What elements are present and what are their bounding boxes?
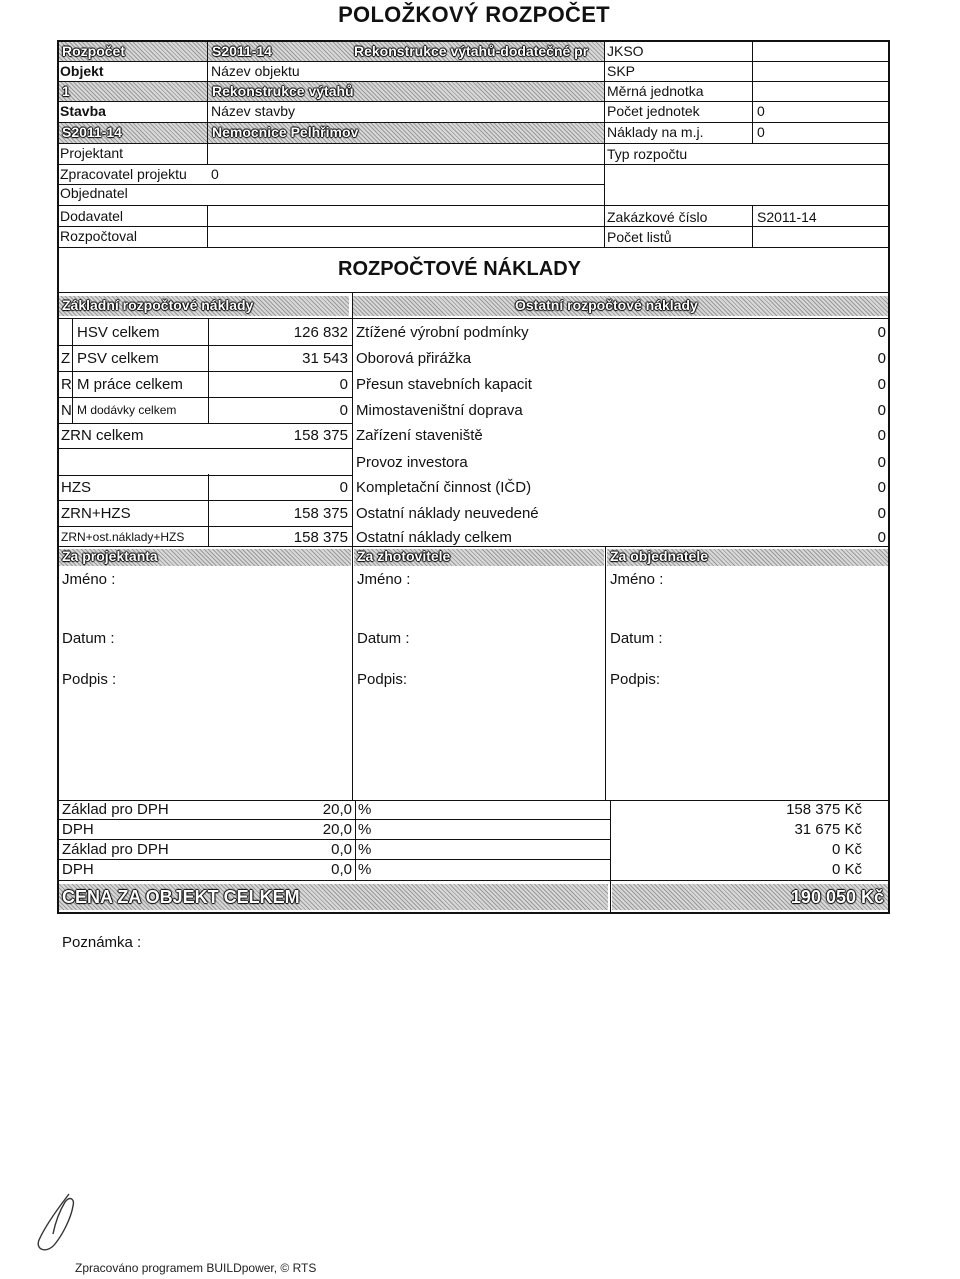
zpracovatel-value: 0 <box>211 166 219 182</box>
other-row-label: Mimostaveništní doprava <box>356 402 523 419</box>
sig-projektant-heading: Za projektanta <box>62 548 158 564</box>
sig-zhotovitel-jmeno: Jméno : <box>357 571 411 588</box>
rozpocet-label: Rozpočet <box>62 43 125 59</box>
other-row-label: Provoz investora <box>356 454 468 471</box>
sig-objednatel-datum: Datum : <box>610 630 663 647</box>
other-row-value: 0 <box>877 427 886 444</box>
zakazkove-cislo-value: S2011-14 <box>757 209 817 225</box>
typ-rozpoctu-label: Typ rozpočtu <box>607 146 688 162</box>
vat-row-unit: % <box>358 841 372 858</box>
grid-line <box>207 143 208 164</box>
vat-row-label: DPH <box>62 861 94 878</box>
basic-row-value: 126 832 <box>293 324 348 341</box>
vat-row-rate: 20,0 <box>322 821 352 838</box>
basic-row-prefix: N <box>61 402 72 419</box>
grid-line <box>604 40 605 247</box>
other-row-label: Oborová přirážka <box>356 350 472 367</box>
shade-objekt-code <box>59 82 207 102</box>
sig-objednatel-heading: Za objednatele <box>610 548 709 564</box>
grid-line <box>57 880 890 881</box>
vat-row-amount: 158 375 Kč <box>786 801 862 818</box>
basic-row-value: 0 <box>339 402 348 419</box>
other-row-label: Přesun stavebních kapacit <box>356 376 532 393</box>
pocet-jednotek-value: 0 <box>757 103 765 119</box>
pocet-listu-label: Počet listů <box>607 229 672 245</box>
grid-line <box>57 475 352 476</box>
footer-text: Zpracováno programem BUILDpower, © RTS <box>75 1261 317 1275</box>
grid-line <box>605 546 606 800</box>
basic-row-label: M dodávky celkem <box>77 403 177 417</box>
objednatel-label: Objednatel <box>60 185 128 201</box>
rozpoctoval-label: Rozpočtoval <box>60 228 138 244</box>
grid-line <box>57 122 890 123</box>
sig-zhotovitel-datum: Datum : <box>357 630 410 647</box>
vat-row-label: DPH <box>62 821 94 838</box>
rozpocet-name: Rekonstrukce výtahů-dodatečné pr <box>354 43 589 59</box>
grid-line <box>57 143 890 144</box>
vat-row-label: Základ pro DPH <box>62 801 169 818</box>
grid-line <box>57 292 890 293</box>
basic-row-value: 158 375 <box>293 505 348 522</box>
projektant-label: Projektant <box>60 145 124 161</box>
other-row-value: 0 <box>877 454 886 471</box>
grid-line <box>57 184 605 185</box>
grid-line <box>57 61 890 62</box>
rozpocet-code: S2011-14 <box>212 43 272 59</box>
basic-row-prefix: Z <box>61 350 71 367</box>
grid-line <box>57 226 890 227</box>
basic-row-label: PSV celkem <box>77 350 159 367</box>
objekt-code: 1 <box>62 83 70 99</box>
other-row-value: 0 <box>877 529 886 546</box>
grid-line <box>57 546 890 547</box>
other-row-value: 0 <box>877 479 886 496</box>
grid-line <box>352 292 353 546</box>
stavba-code: S2011-14 <box>62 124 122 140</box>
objekt-label: Objekt <box>60 63 104 79</box>
handwritten-signature <box>25 1188 85 1258</box>
objekt-name-label: Název objektu <box>211 63 300 79</box>
grid-line <box>752 40 753 143</box>
grid-line <box>57 101 890 102</box>
stavba-name: Nemocnice Pelhřimov <box>212 124 359 140</box>
document-title: POLOŽKOVÝ ROZPOČET <box>338 2 610 27</box>
grid-line <box>57 164 890 165</box>
sig-zhotovitel-podpis: Podpis: <box>357 671 408 688</box>
jkso-label: JKSO <box>607 43 644 59</box>
other-row-label: Ostatní náklady celkem <box>356 529 512 546</box>
basic-row-label: HZS <box>61 479 91 496</box>
vat-row-rate: 0,0 <box>331 841 352 858</box>
zpracovatel-label: Zpracovatel projektu <box>60 166 187 182</box>
grid-line <box>208 318 209 424</box>
basic-row-label: ZRN+HZS <box>61 505 131 522</box>
basic-row-label: HSV celkem <box>77 324 160 341</box>
sig-projektant-datum: Datum : <box>62 630 115 647</box>
basic-row-value: 0 <box>339 376 348 393</box>
naklady-mj-label: Náklady na m.j. <box>607 124 704 140</box>
sig-projektant-jmeno: Jméno : <box>62 571 116 588</box>
grid-line <box>57 371 352 372</box>
stavba-name-label: Název stavby <box>211 103 296 119</box>
vat-row-unit: % <box>358 801 372 818</box>
skp-label: SKP <box>607 63 636 79</box>
vat-row-unit: % <box>358 821 372 838</box>
grid-line <box>57 345 352 346</box>
other-row-value: 0 <box>877 376 886 393</box>
grid-line <box>352 546 353 800</box>
total-value: 190 050 Kč <box>790 887 884 907</box>
basic-row-value: 158 375 <box>293 427 348 444</box>
grid-line <box>57 205 890 206</box>
grid-line <box>57 318 890 319</box>
basic-row-label: ZRN celkem <box>61 427 144 444</box>
dodavatel-label: Dodavatel <box>60 208 124 224</box>
grid-line <box>208 474 209 546</box>
other-row-value: 0 <box>877 324 886 341</box>
other-row-label: Ztížené výrobní podmínky <box>356 324 529 341</box>
merna-jednotka-label: Měrná jednotka <box>607 83 704 99</box>
naklady-mj-value: 0 <box>757 124 765 140</box>
grid-line <box>610 800 611 912</box>
grid-line <box>355 800 356 880</box>
other-row-value: 0 <box>877 505 886 522</box>
grid-line <box>72 318 73 424</box>
grid-line <box>57 397 352 398</box>
sig-zhotovitel-heading: Za zhotovitele <box>357 548 451 564</box>
poznamka-label: Poznámka : <box>62 934 142 951</box>
basic-row-value: 0 <box>339 479 348 496</box>
sig-objednatel-jmeno: Jméno : <box>610 571 664 588</box>
grid-line <box>752 205 753 247</box>
other-row-label: Kompletační činnost (IČD) <box>356 479 532 496</box>
other-row-value: 0 <box>877 402 886 419</box>
vat-row-unit: % <box>358 861 372 878</box>
grid-line <box>57 448 352 449</box>
grid-line <box>57 423 352 424</box>
basic-row-value: 31 543 <box>302 350 348 367</box>
sig-projektant-podpis: Podpis : <box>62 671 117 688</box>
vat-row-rate: 0,0 <box>331 861 352 878</box>
basic-heading: Základní rozpočtové náklady <box>62 297 254 313</box>
grid-line <box>57 81 890 82</box>
total-label: CENA ZA OBJEKT CELKEM <box>62 887 300 907</box>
pocet-jednotek-label: Počet jednotek <box>607 103 700 119</box>
other-heading: Ostatní rozpočtové náklady <box>515 297 698 313</box>
vat-row-amount: 0 Kč <box>831 861 862 878</box>
vat-row-label: Základ pro DPH <box>62 841 169 858</box>
vat-row-amount: 0 Kč <box>831 841 862 858</box>
objekt-name: Rekonstrukce výtahů <box>212 83 354 99</box>
other-row-label: Ostatní náklady neuvedené <box>356 505 539 522</box>
stavba-label: Stavba <box>60 103 106 119</box>
basic-row-label: ZRN+ost.náklady+HZS <box>61 530 185 544</box>
grid-line <box>57 247 890 248</box>
other-row-value: 0 <box>877 350 886 367</box>
grid-line <box>207 205 208 247</box>
vat-row-rate: 20,0 <box>322 801 352 818</box>
vat-row-amount: 31 675 Kč <box>794 821 862 838</box>
costs-heading: ROZPOČTOVÉ NÁKLADY <box>338 258 581 280</box>
grid-line <box>207 40 208 143</box>
sig-objednatel-podpis: Podpis: <box>610 671 661 688</box>
basic-row-value: 158 375 <box>293 529 348 546</box>
basic-row-prefix: R <box>61 376 72 393</box>
grid-line <box>57 500 352 501</box>
zakazkove-cislo-label: Zakázkové číslo <box>607 209 708 225</box>
other-row-label: Zařízení staveniště <box>356 427 483 444</box>
basic-row-label: M práce celkem <box>77 376 183 393</box>
